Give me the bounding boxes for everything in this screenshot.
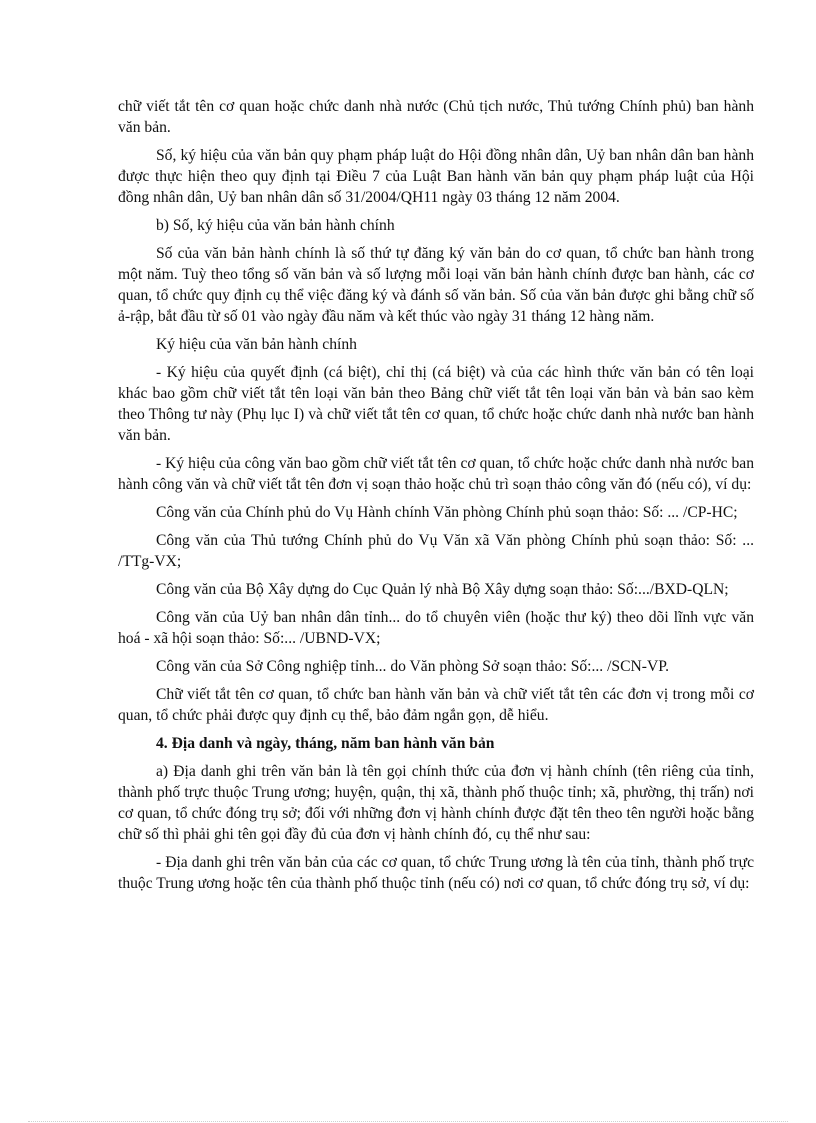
document-page — [118, 96, 754, 901]
example-so-cong-nghiep: Công văn của Sở Công nghiệp tỉnh... do Văn phòng Sở soạn thảo: Số:... /SCN-VP. — [156, 658, 670, 675]
paragraph-ky-hieu-cong-van: - Ký hiệu của công văn bao gồm chữ viết tắt tên cơ quan, tổ chức hoặc chức danh nhà nước ban hành công văn và chữ viết tắt tên đơn vị soạn thảo hoặc chủ trì soạn thảo công văn đó (nếu có), ví dụ: — [118, 455, 754, 493]
example-thu-tuong: Công văn của Thủ tướng Chính phủ do Vụ Văn xã Văn phòng Chính phủ soạn thảo: Số: ... /TTg-VX; — [118, 532, 754, 570]
example-bo-xay-dung: Công văn của Bộ Xây dựng do Cục Quản lý nhà Bộ Xây dựng soạn thảo: Số:.../BXD-QLN; — [156, 581, 729, 598]
section-heading-dia-danh: 4. Địa danh và ngày, tháng, năm ban hành văn bản — [156, 735, 495, 752]
paragraph-so-van-ban-hanh-chinh: Số của văn bản hành chính là số thứ tự đăng ký văn bản do cơ quan, tổ chức ban hành trong một năm. Tuỳ theo tổng số văn bản và số lượng mỗi loại văn bản hành chính được ban hành, các cơ quan, tổ chức quy định cụ thể việc đăng ký và đánh số văn bản. Số của văn bản được ghi bằng chữ số ả-rập, bắt đầu từ số 01 vào ngày đầu năm và kết thúc vào ngày 31 tháng 12 hàng năm. — [118, 245, 754, 325]
paragraph-dia-danh-trung-uong: - Địa danh ghi trên văn bản của các cơ quan, tổ chức Trung ương là tên của tỉnh, thành phố trực thuộc Trung ương hoặc tên của thành phố thuộc tỉnh (nếu có) nơi cơ quan, tổ chức đóng trụ sở, ví dụ: — [118, 854, 754, 892]
paragraph-so-ky-hieu-qppl: Số, ký hiệu của văn bản quy phạm pháp luật do Hội đồng nhân dân, Uỷ ban nhân dân ban hành được thực hiện theo quy định tại Điều 7 của Luật Ban hành văn bản quy phạm pháp luật của Hội đồng nhân dân, Uỷ ban nhân dân số 31/2004/QH11 ngày 03 tháng 12 năm 2004. — [118, 147, 754, 206]
paragraph-ky-hieu-quyet-dinh: - Ký hiệu của quyết định (cá biệt), chỉ thị (cá biệt) và của các hình thức văn bản có tên loại khác bao gồm chữ viết tắt tên loại văn bản theo Bảng chữ viết tắt tên loại văn bản và bản sao kèm theo Thông tư này (Phụ lục I) và chữ viết tắt tên cơ quan, tổ chức hoặc chức danh nhà nước ban hành văn bản. — [118, 364, 754, 444]
subheading-ky-hieu: Ký hiệu của văn bản hành chính — [156, 336, 357, 353]
paragraph-dia-danh: a) Địa danh ghi trên văn bản là tên gọi chính thức của đơn vị hành chính (tên riêng của tỉnh, thành phố trực thuộc Trung ương; huyện, quận, thị xã, thành phố thuộc tỉnh; xã, phường, thị trấn) nơi cơ quan, tổ chức đóng trụ sở; đối với những đơn vị hành chính được đặt tên theo tên người hoặc bằng chữ số thì phải ghi tên gọi đầy đủ của đơn vị hành chính đó, cụ thể như sau: — [118, 763, 754, 843]
example-chinh-phu: Công văn của Chính phủ do Vụ Hành chính Văn phòng Chính phủ soạn thảo: Số: ... /CP-HC; — [156, 504, 738, 521]
subheading-van-ban-hanh-chinh: b) Số, ký hiệu của văn bản hành chính — [156, 217, 395, 234]
paragraph-continuation: chữ viết tắt tên cơ quan hoặc chức danh nhà nước (Chủ tịch nước, Thủ tướng Chính phủ) ban hành văn bản. — [118, 98, 754, 136]
page-bottom-divider — [28, 1121, 788, 1122]
example-uy-ban: Công văn của Uỷ ban nhân dân tỉnh... do tổ chuyên viên (hoặc thư ký) theo dõi lĩnh vực văn hoá - xã hội soạn thảo: Số:... /UBND-VX; — [118, 609, 754, 647]
paragraph-chu-viet-tat: Chữ viết tắt tên cơ quan, tổ chức ban hành văn bản và chữ viết tắt tên các đơn vị trong mỗi cơ quan, tổ chức phải được quy định cụ thể, bảo đảm ngắn gọn, dễ hiểu. — [118, 686, 754, 724]
